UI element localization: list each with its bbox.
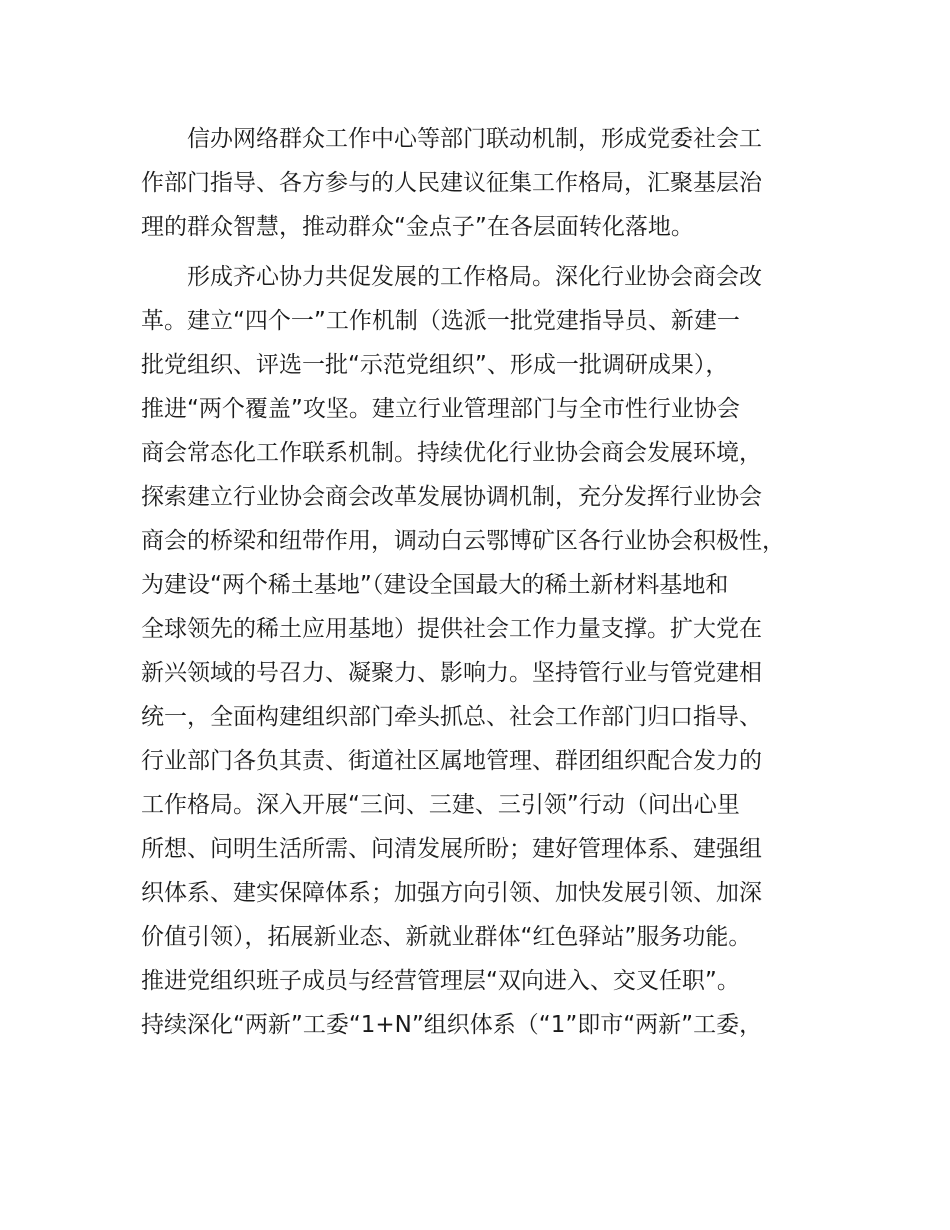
paragraph-line: 为建设“两个稀土基地”（建设全国最大的稀土新材料基地和 — [141, 572, 729, 598]
paragraph-line: 作部门指导、各方参与的人民建议征集工作格局，汇聚基层治 — [141, 170, 762, 196]
paragraph-line: 织体系、建实保障体系；加强方向引领、加快发展引领、加深 — [141, 880, 762, 906]
paragraph-line: 行业部门各负其责、街道社区属地管理、群团组织配合发力的 — [141, 748, 762, 774]
paragraph-line: 统一，全面构建组织部门牵头抓总、社会工作部门归口指导、 — [141, 704, 762, 730]
paragraph-line: 商会的桥梁和纽带作用，调动白云鄂博矿区各行业协会积极性， — [141, 528, 785, 554]
paragraph-line: 探索建立行业协会商会改革发展协调机制，充分发挥行业协会 — [141, 484, 762, 510]
paragraph-line: 信办网络群众工作中心等部门联动机制，形成党委社会工 — [187, 126, 762, 152]
paragraph-line: 推进“两个覆盖”攻坚。建立行业管理部门与全市性行业协会 — [141, 396, 740, 422]
paragraph-2 — [141, 255, 841, 1047]
paragraph-line: 工作格局。深入开展“三问、三建、三引领”行动（问出心里 — [141, 792, 740, 818]
paragraph-1 — [141, 117, 841, 249]
paragraph-line: 所想、问明生活所需、问清发展所盼；建好管理体系、建强组 — [141, 836, 762, 862]
paragraph-line: 商会常态化工作联系机制。持续优化行业协会商会发展环境， — [141, 440, 762, 466]
paragraph-line: 推进党组织班子成员与经营管理层“双向进入、交叉任职”。 — [141, 968, 740, 994]
paragraph-line: 理的群众智慧，推动群众“金点子”在各层面转化落地。 — [141, 214, 694, 240]
paragraph-line: 形成齐心协力共促发展的工作格局。深化行业协会商会改 — [187, 264, 762, 290]
paragraph-line: 新兴领域的号召力、凝聚力、影响力。坚持管行业与管党建相 — [141, 660, 762, 686]
paragraph-line: 批党组织、评选一批“示范党组织”、形成一批调研成果）， — [141, 352, 729, 378]
paragraph-line: 价值引领），拓展新业态、新就业群体“红色驿站”服务功能。 — [141, 924, 752, 950]
paragraph-line: 革。建立“四个一”工作机制（选派一批党建指导员、新建一 — [141, 308, 740, 334]
paragraph-line: 持续深化“两新”工委“1+N”组织体系（“1”即市“两新”工委， — [141, 1012, 763, 1038]
paragraph-line: 全球领先的稀土应用基地）提供社会工作力量支撑。扩大党在 — [141, 616, 762, 642]
